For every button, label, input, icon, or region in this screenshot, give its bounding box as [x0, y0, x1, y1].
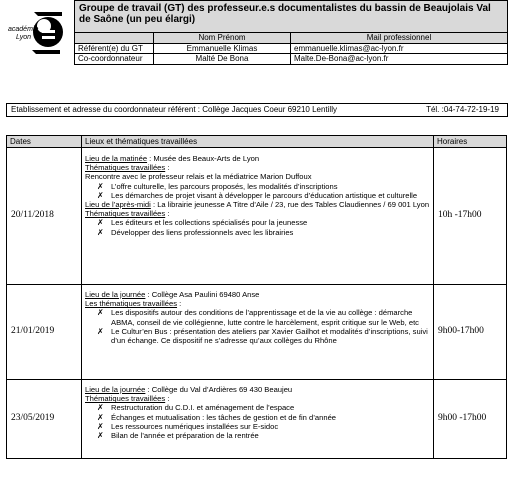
list-item-text: L’offre culturelle, les parcours proposés, les modalités d’inscriptions — [111, 181, 338, 191]
session-date: 23/05/2019 — [7, 380, 82, 459]
list-item — [85, 191, 430, 200]
column-header-places: Lieux et thématiques travaillées — [82, 136, 434, 148]
list-item — [85, 308, 430, 326]
list-item-text: Les éditeurs et les collections spécialisés pour la jeunesse — [111, 218, 308, 228]
role-referent: Référent(e) du GT — [75, 43, 154, 54]
group-title: Groupe de travail (GT) des professeur.e.s documentalistes du bassin de Beaujolais Val de Saône (un peu élargi) — [75, 1, 508, 33]
session-date: 21/01/2019 — [7, 285, 82, 380]
table-row — [7, 380, 507, 459]
intro-text: Rencontre avec le professeur relais et la médiatrice Marion Duffoux — [85, 172, 312, 182]
mail-cocoordinator: Malte.De-Bona@ac-lyon.fr — [291, 54, 508, 65]
list-item-text: Bilan de l’année et préparation de la rentrée — [111, 431, 259, 441]
list-item — [85, 431, 430, 440]
session-details — [82, 148, 434, 285]
list-item-text: Les dispositifs autour des conditions de l’apprentissage et de la vie au collège : démarche ABMA, conseil de vie collégienne, lutte contre le harcèlement, esprit critique sur le Web, etc — [111, 308, 419, 327]
list-item-text: Échanges et mutualisation : les tâches de gestion et de fin d’année — [111, 412, 337, 422]
table-row — [7, 148, 507, 285]
themes-label: Les thématiques travaillées — [85, 299, 178, 309]
morning-place-label: Lieu de la matinée — [85, 154, 148, 163]
morning-place: : Musée des Beaux-Arts de Lyon — [147, 154, 260, 163]
cross-bullet-icon: ✗ — [97, 308, 104, 318]
role-cocoordinator: Co-coordonnateur — [75, 54, 154, 65]
themes-line — [85, 163, 430, 172]
session-details — [82, 285, 434, 380]
mail-referent: emmanuelle.klimas@ac-lyon.fr — [291, 43, 508, 54]
table-row — [7, 285, 507, 380]
place-line — [85, 385, 430, 394]
themes-colon: : — [165, 394, 170, 404]
logo-text-academie: académie — [8, 26, 39, 33]
session-hours: 10h -17h00 — [434, 148, 507, 285]
header-empty-cell — [75, 33, 154, 44]
place-label: Lieu de la journée — [85, 385, 146, 394]
column-header-mail: Mail professionnel — [291, 33, 508, 44]
session-hours: 9h00 -17h00 — [434, 380, 507, 459]
list-item — [85, 422, 430, 431]
column-header-name: Nom Prénom — [154, 33, 291, 44]
themes-line — [85, 299, 430, 308]
cross-bullet-icon: ✗ — [97, 218, 104, 228]
list-item — [85, 403, 430, 412]
coordinator-bar — [6, 103, 508, 117]
group-info-table — [74, 0, 508, 65]
place: : Collège du Val d’Ardières 69 430 Beaujeu — [145, 385, 293, 394]
place-line — [85, 290, 430, 299]
themes-label: Thématiques travaillées — [85, 394, 166, 404]
afternoon-place: : La librairie jeunesse A Titre d’Aile / 23, rue des Tables Claudiennes / 69 001 Lyon — [150, 200, 430, 210]
morning-place-line — [85, 154, 430, 163]
cross-bullet-icon: ✗ — [97, 403, 104, 413]
cross-bullet-icon: ✗ — [97, 190, 104, 200]
cross-bullet-icon: ✗ — [97, 227, 104, 237]
list-item — [85, 413, 430, 422]
list-item-text: Le Cultur’en Bus : présentation des ateliers par Xavier Gailhot et modalités d’inscriptions, suivi d’un échange. Ce dispositif ne s’adresse qu’aux collèges du Rhône — [111, 326, 428, 346]
place-label: Lieu de la journée — [85, 290, 146, 299]
themes-line — [85, 394, 430, 403]
list-item — [85, 327, 430, 345]
list-item-text: Les démarches de projet visant à développer le parcours d’éducation artistique et culturelle — [111, 190, 418, 200]
list-item — [85, 182, 430, 191]
themes-label: Thématiques travaillées — [85, 163, 166, 173]
name-cocoordinator: Malté De Bona — [154, 54, 291, 65]
academie-lyon-logo — [6, 2, 66, 62]
cross-bullet-icon: ✗ — [97, 421, 104, 431]
list-item-text: Les ressources numériques installées sur E-sidoc — [111, 421, 279, 431]
list-item-text: Restructuration du C.D.I. et aménagement de l’espace — [111, 403, 295, 413]
cross-bullet-icon: ✗ — [97, 326, 104, 336]
afternoon-place-label: Lieu de l’après-midi — [85, 200, 151, 210]
list-item-text: Développer des liens professionnels avec les librairies — [111, 227, 294, 237]
column-header-hours: Horaires — [434, 136, 507, 148]
coordinator-address: Etablissement et adresse du coordonnateur référent : Collège Jacques Coeur 69210 Lentilly — [11, 105, 337, 114]
place: : Collège Asa Paulini 69480 Anse — [145, 290, 260, 299]
list-item — [85, 218, 430, 227]
column-header-dates: Dates — [7, 136, 82, 148]
themes-label: Thématiques travaillées — [85, 209, 166, 219]
cross-bullet-icon: ✗ — [97, 181, 104, 191]
session-hours: 9h00-17h00 — [434, 285, 507, 380]
themes-line — [85, 209, 430, 218]
themes-colon: : — [177, 299, 182, 309]
sessions-table — [6, 135, 507, 459]
cross-bullet-icon: ✗ — [97, 412, 104, 422]
name-referent: Emmanuelle Klimas — [154, 43, 291, 54]
logo-text-lyon: Lyon — [16, 34, 32, 41]
list-item — [85, 228, 430, 237]
session-details — [82, 380, 434, 459]
coordinator-phone: Tél. :04-74-72-19-19 — [426, 105, 499, 114]
themes-colon: : — [165, 163, 170, 173]
themes-colon: : — [165, 209, 170, 219]
afternoon-place-line — [85, 200, 430, 209]
cross-bullet-icon: ✗ — [97, 431, 104, 441]
session-date: 20/11/2018 — [7, 148, 82, 285]
